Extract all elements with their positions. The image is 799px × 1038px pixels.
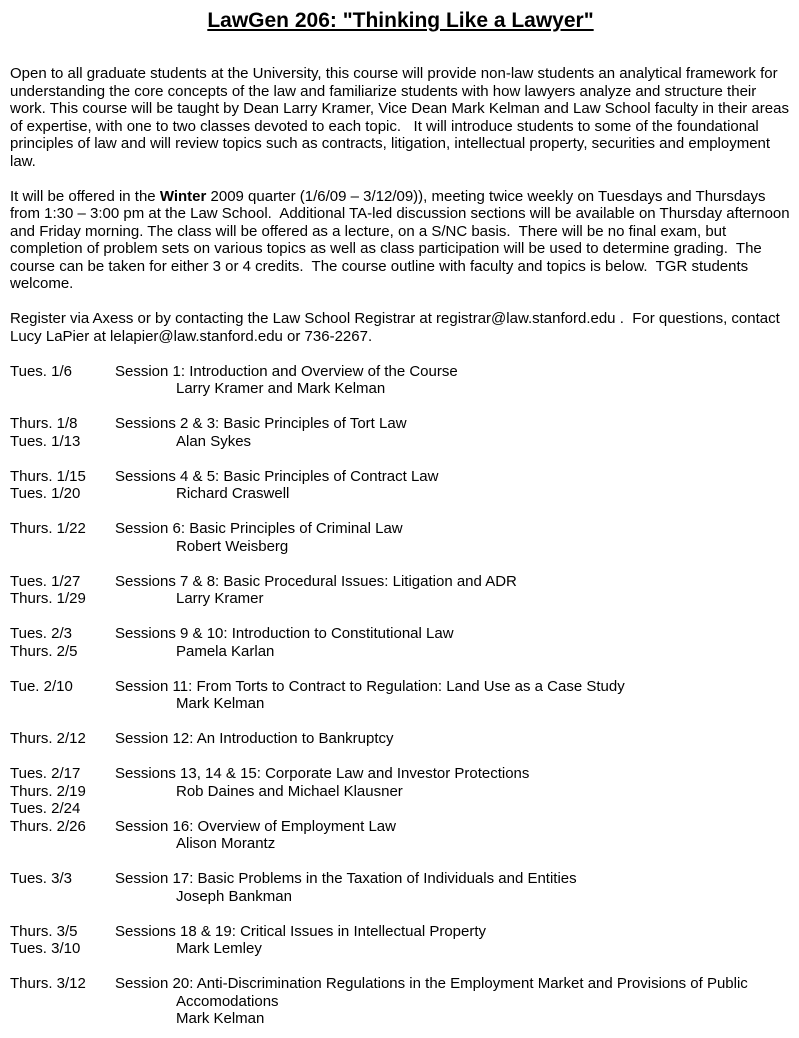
schedule-line	[10, 940, 791, 958]
session-title: Sessions 2 & 3: Basic Principles of Tort Law	[115, 415, 407, 432]
schedule-line	[10, 643, 791, 661]
schedule-line	[10, 468, 791, 486]
session-title: Session 17: Basic Problems in the Taxation of Individuals and Entities	[115, 870, 577, 887]
session-faculty: Larry Kramer and Mark Kelman	[176, 380, 386, 397]
session-date: Thurs. 2/12	[10, 730, 86, 747]
schedule-line	[10, 363, 791, 381]
winter-quarter-emphasis: Winter	[159, 187, 207, 205]
session-title	[115, 800, 791, 818]
schedule-line	[10, 433, 791, 451]
session-title: Sessions 4 & 5: Basic Principles of Contract Law	[115, 467, 439, 485]
session-date: Thurs. 2/19	[10, 782, 86, 800]
schedule-line	[10, 1010, 791, 1028]
intro-paragraph: Open to all graduate students at the University, this course will provide non-law students an analytical framework for understanding the core concepts of the law and familiarize students with how lawyers analyze and structure their work. This course will be taught by Dean Larry Kramer, Vice Dean Mark Kelman and Law School faculty in their areas of expertise, with one to two classes devoted to each topic. It will introduce students to some of the foundational principles of law and will review topics such as contracts, litigation, intellectual property, securities and employment law.	[10, 65, 794, 170]
session-faculty: Robert Weisberg	[176, 537, 289, 555]
session-title: Sessions 18 & 19: Critical Issues in Intellectual Property	[115, 922, 487, 940]
session-date: Tues. 2/24	[10, 800, 81, 817]
session-date	[10, 380, 115, 398]
schedule-group	[10, 975, 791, 1028]
session-faculty: Alan Sykes	[176, 432, 252, 450]
schedule-group	[10, 678, 791, 713]
session-title: Session 12: An Introduction to Bankruptcy	[115, 730, 394, 747]
schedule-group	[10, 870, 791, 905]
schedule-line	[10, 380, 791, 398]
schedule-group	[10, 363, 791, 398]
session-faculty: Mark Kelman	[176, 1010, 265, 1027]
schedule-line	[10, 538, 791, 556]
schedule-line	[10, 870, 791, 888]
session-date: Thurs. 3/5	[10, 922, 78, 940]
schedule-line	[10, 923, 791, 941]
schedule-line	[10, 783, 791, 801]
schedule-line	[10, 975, 791, 993]
session-date	[10, 695, 115, 713]
session-date: Thurs. 2/5	[10, 642, 78, 660]
session-faculty: Mark Lemley	[176, 940, 262, 957]
session-faculty: Rob Daines and Michael Klausner	[176, 782, 403, 800]
schedule-line	[10, 485, 791, 503]
schedule-group	[10, 520, 791, 555]
course-schedule	[10, 363, 791, 1028]
schedule-group	[10, 625, 791, 660]
schedule-line	[10, 730, 791, 748]
schedule-line	[10, 835, 791, 853]
schedule-line	[10, 573, 791, 591]
session-date: Tues. 2/3	[10, 625, 72, 642]
schedule-group	[10, 415, 791, 450]
session-title: Session 6: Basic Principles of Criminal Law	[115, 520, 403, 537]
session-date: Thurs. 3/12	[10, 975, 86, 992]
registration-paragraph: Register via Axess or by contacting the Law School Registrar at registrar@law.stanford.edu . For questions, contact Lucy LaPier at lelapier@law.stanford.edu or 736-2267.	[10, 310, 784, 345]
session-title: Sessions 9 & 10: Introduction to Constitutional Law	[115, 625, 454, 642]
session-date	[10, 1010, 115, 1028]
schedule-line	[10, 590, 791, 608]
session-faculty: Alison Morantz	[176, 835, 276, 852]
session-faculty: Pamela Karlan	[176, 642, 275, 660]
schedule-line	[10, 678, 791, 696]
session-date: Tues. 1/20	[10, 485, 81, 502]
schedule-group	[10, 468, 791, 503]
session-faculty: Accomodations	[176, 992, 279, 1010]
page-title: LawGen 206: "Thinking Like a Lawyer"	[207, 9, 594, 32]
session-date	[10, 835, 115, 853]
session-date: Thurs. 1/29	[10, 590, 86, 607]
session-faculty: Larry Kramer	[176, 590, 264, 607]
schedule-group	[10, 730, 791, 748]
schedule-line	[10, 818, 791, 836]
schedule-line	[10, 625, 791, 643]
session-date: Thurs. 1/22	[10, 520, 86, 537]
logistics-paragraph	[10, 187, 794, 293]
schedule-line	[10, 888, 791, 906]
session-date	[10, 888, 115, 906]
session-date: Tues. 1/27	[10, 572, 81, 590]
logistics-text-post: 2009 quarter (1/6/09 – 3/12/09)), meeting twice weekly on Tuesdays and Thursdays from 1:30 – 3:00 pm at the Law School. Additional TA-led discussion sections will be available on Thursday afternoon and Friday morning. The class will be offered as a lecture, on a S/NC basis. There will be no final exam, but completion of problem sets on various topics as well as class participation will be used to determine grading. The course can be taken for either 3 or 4 credits. The course outline with faculty and topics is below. TGR students welcome.	[10, 187, 794, 292]
session-title: Session 16: Overview of Employment Law	[115, 817, 396, 835]
schedule-line	[10, 415, 791, 433]
session-title: Session 1: Introduction and Overview of the Course	[115, 362, 458, 380]
session-date: Tues. 2/17	[10, 765, 81, 782]
schedule-line	[10, 520, 791, 538]
session-date	[10, 538, 115, 556]
session-faculty: Richard Craswell	[176, 485, 290, 502]
session-title: Sessions 7 & 8: Basic Procedural Issues: Litigation and ADR	[115, 572, 517, 590]
schedule-line	[10, 765, 791, 783]
session-title: Sessions 13, 14 & 15: Corporate Law and Investor Protections	[115, 765, 530, 782]
schedule-group	[10, 573, 791, 608]
session-date: Tues. 1/13	[10, 432, 81, 450]
session-date: Thurs. 1/8	[10, 415, 78, 432]
logistics-text-pre: It will be offered in the	[10, 187, 160, 205]
schedule-group	[10, 923, 791, 958]
session-title: Session 11: From Torts to Contract to Regulation: Land Use as a Case Study	[115, 677, 625, 695]
session-faculty: Mark Kelman	[176, 695, 265, 712]
session-date: Thurs. 2/26	[10, 817, 86, 835]
session-date: Tue. 2/10	[10, 677, 73, 695]
session-date: Tues. 3/3	[10, 870, 72, 887]
session-date	[10, 993, 115, 1011]
session-title: Session 20: Anti-Discrimination Regulations in the Employment Market and Provisions of Public	[115, 975, 748, 992]
session-date: Tues. 1/6	[10, 362, 72, 380]
schedule-line	[10, 993, 791, 1011]
schedule-line	[10, 800, 791, 818]
schedule-group	[10, 765, 791, 853]
session-date: Tues. 3/10	[10, 940, 81, 957]
session-faculty: Joseph Bankman	[176, 887, 292, 905]
schedule-line	[10, 695, 791, 713]
session-date: Thurs. 1/15	[10, 467, 86, 485]
